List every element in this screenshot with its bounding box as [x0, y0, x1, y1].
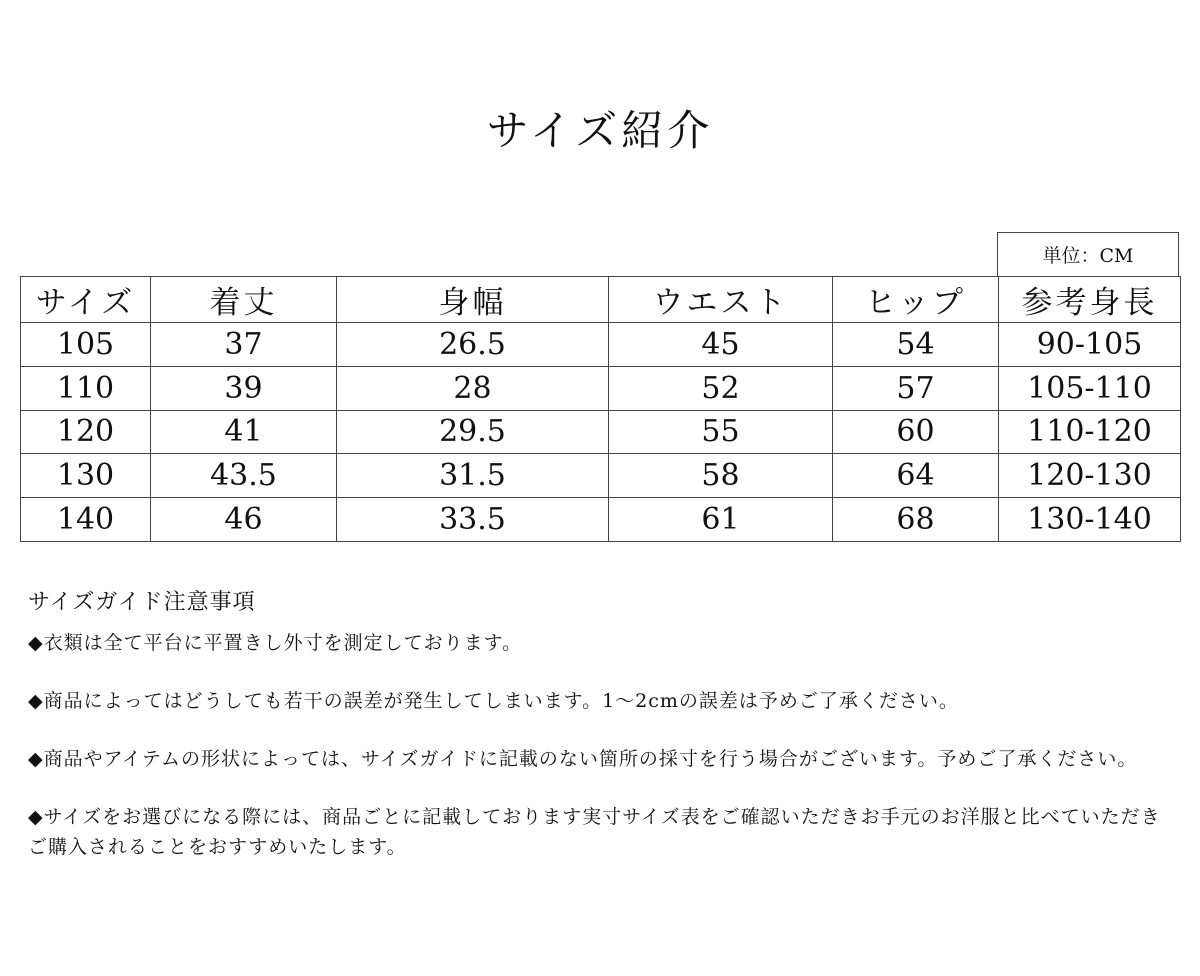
table-cell: 57	[833, 366, 999, 410]
table-cell: 90-105	[999, 323, 1181, 367]
table-header-row	[21, 277, 1181, 323]
table-cell: 37	[151, 323, 337, 367]
table-cell: 26.5	[337, 323, 609, 367]
size-table	[20, 276, 1181, 542]
table-cell: 120	[21, 410, 151, 454]
table-cell: 110	[21, 366, 151, 410]
note-item: ◆サイズをお選びになる際には、商品ごとに記載しております実寸サイズ表をご確認いただきお手元のお洋服と比べていただきご購入されることをおすすめいたします。	[28, 806, 1161, 858]
table-cell: 130-140	[999, 498, 1181, 542]
table-row	[21, 323, 1181, 367]
size-guide-notes	[28, 588, 1178, 890]
table-cell: 55	[609, 410, 833, 454]
unit-label: 単位：CM	[997, 232, 1179, 276]
header-waist: ウエスト	[609, 277, 833, 323]
table-cell: 46	[151, 498, 337, 542]
table-cell: 29.5	[337, 410, 609, 454]
table-cell: 105-110	[999, 366, 1181, 410]
header-hip: ヒップ	[833, 277, 999, 323]
table-cell: 39	[151, 366, 337, 410]
table-cell: 31.5	[337, 454, 609, 498]
table-row	[21, 454, 1181, 498]
table-cell: 64	[833, 454, 999, 498]
table-cell: 140	[21, 498, 151, 542]
header-width: 身幅	[337, 277, 609, 323]
table-cell: 54	[833, 323, 999, 367]
table-cell: 41	[151, 410, 337, 454]
table-cell: 61	[609, 498, 833, 542]
header-length: 着丈	[151, 277, 337, 323]
table-cell: 130	[21, 454, 151, 498]
header-size: サイズ	[21, 277, 151, 323]
table-row	[21, 366, 1181, 410]
header-height: 参考身長	[999, 277, 1181, 323]
table-cell: 110-120	[999, 410, 1181, 454]
table-cell: 120-130	[999, 454, 1181, 498]
table-row	[21, 498, 1181, 542]
note-item: ◆衣類は全て平台に平置きし外寸を測定しております。	[28, 632, 523, 654]
table-cell: 45	[609, 323, 833, 367]
table-row	[21, 410, 1181, 454]
notes-heading: サイズガイド注意事項	[28, 590, 256, 615]
table-cell: 43.5	[151, 454, 337, 498]
note-item: ◆商品によってはどうしても若干の誤差が発生してしまいます。1〜2cmの誤差は予めご了承ください。	[28, 690, 959, 712]
table-cell: 58	[609, 454, 833, 498]
table-cell: 60	[833, 410, 999, 454]
table-cell: 68	[833, 498, 999, 542]
table-cell: 28	[337, 366, 609, 410]
table-cell: 52	[609, 366, 833, 410]
note-item: ◆商品やアイテムの形状によっては、サイズガイドに記載のない箇所の採寸を行う場合がございます。予めご了承ください。	[28, 748, 1138, 770]
page-title: サイズ紹介	[486, 106, 714, 155]
table-cell: 33.5	[337, 498, 609, 542]
table-cell: 105	[21, 323, 151, 367]
